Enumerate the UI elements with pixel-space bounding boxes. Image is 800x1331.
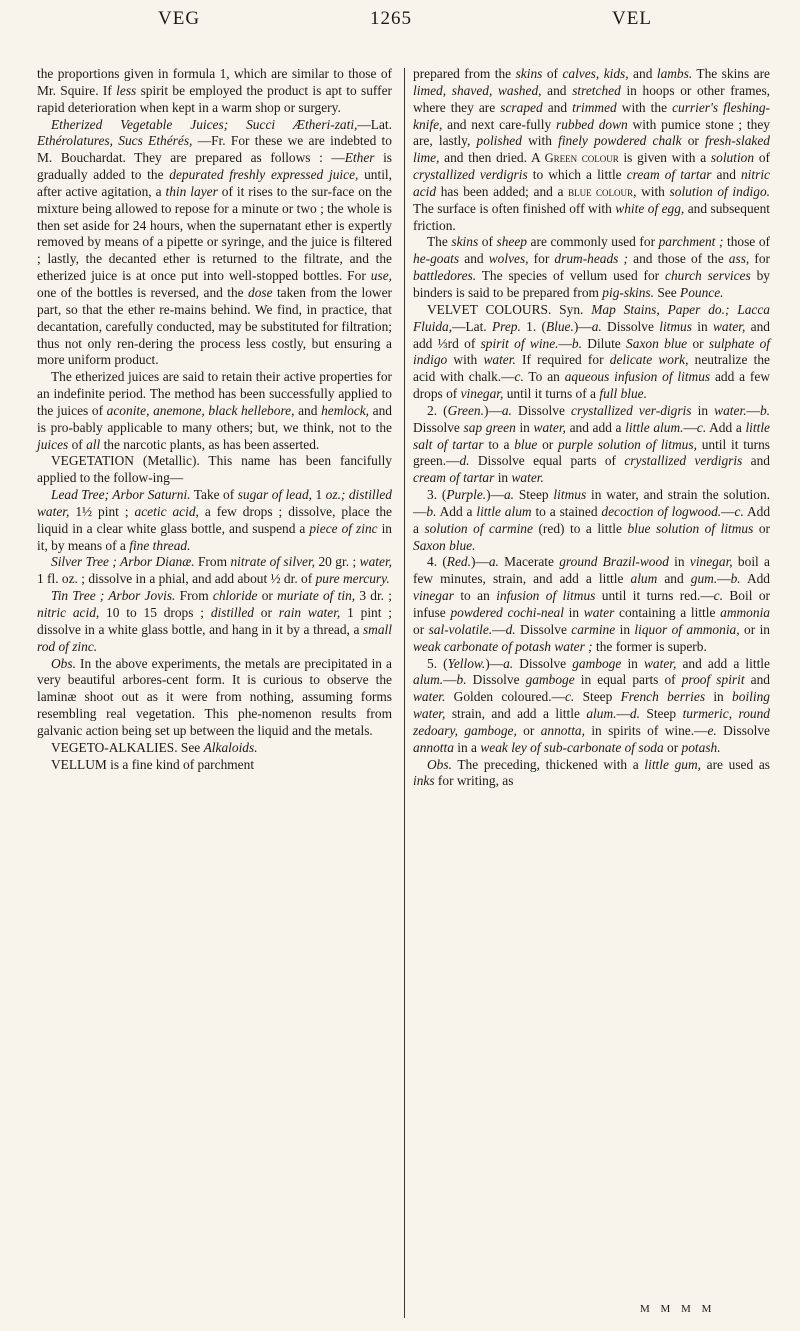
- paragraph: prepared from the skins of calves, kids, and lambs. The skins are limed, shaved, washed, and stretched in hoops or other frames, where they are scraped and trimmed with the currier's fleshing-knife, and next care-fully rubbed down with pumice stone ; they are, lastly, polished with finely powdered chalk or fresh-slaked lime, and then dried. A Green colour is given with a solution of crystallized verdigris to which a little cream of tartar and nitric acid has been added; and a blue colour, with solution of indigo. The surface is often finished off with white of egg, and subsequent friction.: [413, 66, 771, 233]
- paragraph: Obs. The preceding, thickened with a little gum, are used as inks for writing, as: [413, 756, 770, 789]
- signature-mark: M M M M: [640, 1303, 716, 1315]
- paragraph: VEGETO-ALKALIES. See Alkaloids.: [51, 739, 258, 755]
- page-number: 1265: [370, 8, 412, 29]
- paragraph: VELLUM is a fine kind of parchment: [51, 756, 255, 772]
- paragraph: The skins of sheep are commonly used for parchment ; those of he-goats and wolves, for drum-heads ; and those of the ass, for battledores. The species of vellum used for church services by binders is said to be prepared from pig-skins. See Pounce.: [413, 234, 771, 300]
- column-divider: [404, 68, 405, 1318]
- paragraph: VEGETATION (Metallic). This name has been fancifully applied to the follow-ing—: [37, 453, 392, 486]
- paragraph: Obs. In the above experiments, the metals are precipitated in a very beautiful arbores-cent form. It is curious to observe the laminæ shoot out as it were from nothing, assuming forms resembling real vegetation. This phe-nomenon results from galvanic action being set up between the liquid and the metals.: [37, 655, 392, 738]
- paragraph: 2. (Green.)—a. Dissolve crystallized ver-digris in water.—b. Dissolve sap green in water, and add a little alum.—c. Add a little salt of tartar to a blue or purple solution of litmus, until it turns green.—d. Dissolve equal parts of crystallized verdigris and cream of tartar in water.: [413, 402, 771, 486]
- paragraph: The etherized juices are said to retain their active properties for an indefinite period. The method has been successfully applied to the juices of aconite, anemone, black hellebore, and hemlock, and is pro-bably applicable to many others; but, we think, not to the juices of all the narcotic plants, as has been asserted.: [37, 369, 393, 452]
- running-header: [0, 4, 800, 32]
- paragraph: Lead Tree; Arbor Saturni. Take of sugar of lead, 1 oz.; distilled water, 1½ pint ; acetic acid, a few drops ; dissolve, place the liquid in a clear white glass bottle, and suspend a piece of zinc in it, by means of a fine thread.: [37, 487, 393, 553]
- paragraph: 3. (Purple.)—a. Steep litmus in water, and strain the solution.—b. Add a little alum to a stained decoction of logwood.—c. Add a solution of carmine (red) to a little blue solution of litmus or Saxon blue.: [413, 487, 771, 553]
- left-column: [37, 66, 392, 773]
- header-left-word: VEG: [158, 8, 201, 29]
- paragraph: Etherized Vegetable Juices; Succi Ætheri-zati,—Lat. Ethérolatures, Sucs Ethérés, —Fr. For these we are indebted to M. Bouchardat. They are prepared as follows : —Ether is gradually added to the depurated freshly expressed juice, until, after active agitation, a thin layer of it rises to the sur-face on the mixture being allowed to repose for a minute or two ; the whole is then set aside for 24 hours, when the supernatant ether is expertly removed by means of a pipette or syringe, and the juice is filtered ; lastly, the decanted ether is returned to the filtrate, and the etherized juice is at once put into well-stopped bottles. For use, one of the bottles is reversed, and the dose taken from the lower part, so that the ether re-mains behind. We find, in practice, that decantation, carefully conducted, may be substituted for filtration; thus not only ren-dering the process less costly, but ensuring a more uniform product.: [37, 116, 392, 368]
- paragraph: Tin Tree ; Arbor Jovis. From chloride or muriate of tin, 3 dr. ; nitric acid, 10 to 15 drops ; distilled or rain water, 1 pint ; dissolve in a white glass bottle, and hang in it by a thread, a small rod of zinc.: [37, 588, 392, 654]
- paragraph: 4. (Red.)—a. Macerate ground Brazil-wood in vinegar, boil a few minutes, strain, and add a little alum and gum.—b. Add vinegar to an infusion of litmus until it turns red.—c. Boil or infuse powdered cochi-neal in water containing a little ammonia or sal-volatile.—d. Dissolve carmine in liquor of ammonia, or in weak carbonate of potash water ; the former is superb.: [413, 554, 771, 654]
- header-right-word: VEL: [612, 8, 652, 29]
- right-column: [413, 66, 770, 790]
- paragraph: 5. (Yellow.)—a. Dissolve gamboge in water, and add a little alum.—b. Dissolve gamboge in equal parts of proof spirit and water. Golden coloured.—c. Steep French berries in boiling water, strain, and add a little alum.—d. Steep turmeric, round zedoary, gamboge, or annotta, in spirits of wine.—e. Dissolve annotta in a weak ley of sub-carbonate of soda or potash.: [413, 655, 770, 755]
- paragraph: the proportions given in formula 1, which are similar to those of Mr. Squire. If less spirit be employed the product is apt to suffer rapid deterioration when kept in a warm shop or surgery.: [37, 66, 392, 115]
- paragraph: VELVET COLOURS. Syn. Map Stains, Paper do.; Lacca Fluida,—Lat. Prep. 1. (Blue.)—a. Dissolve litmus in water, and add ⅓rd of spirit of wine.—b. Dilute Saxon blue or sulphate of indigo with water. If required for delicate work, neutralize the acid with chalk.—c. To an aqueous infusion of litmus add a few drops of vinegar, until it turns of a full blue.: [413, 301, 771, 402]
- paragraph: Silver Tree ; Arbor Dianæ. From nitrate of silver, 20 gr. ; water, 1 fl. oz. ; dissolve in a phial, and add about ½ dr. of pure mercury.: [37, 554, 393, 587]
